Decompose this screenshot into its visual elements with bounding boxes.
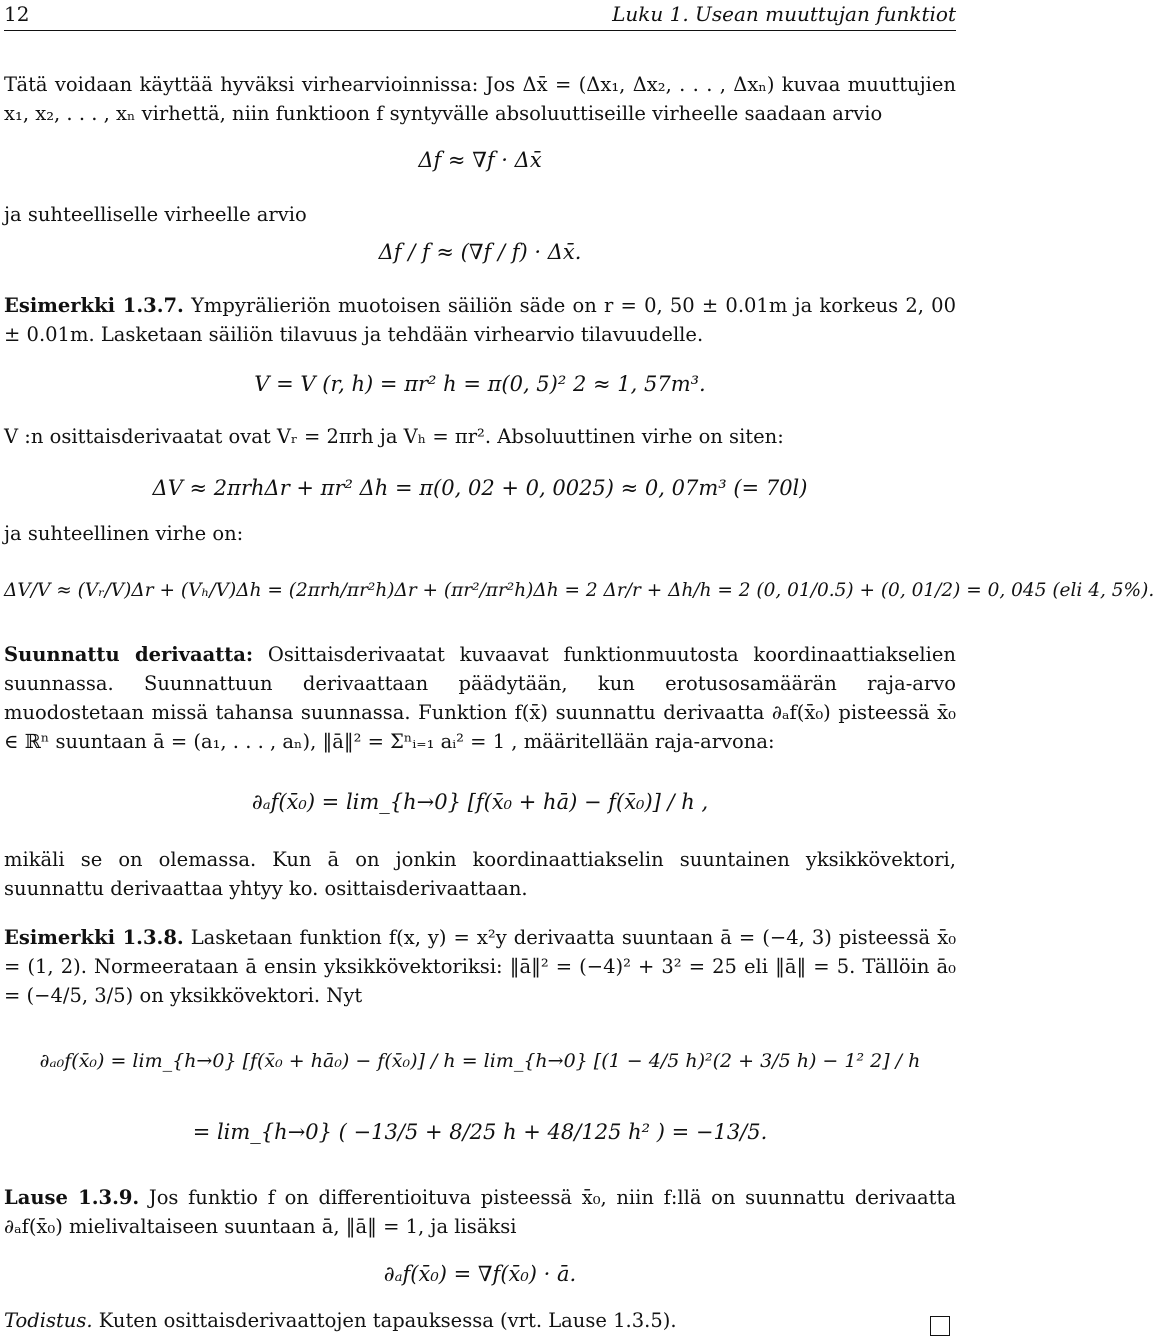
relative-volume-error-label: ja suhteellinen virhe on: [4,522,244,545]
example-label: Esimerkki 1.3.8. [4,926,184,949]
theorem-label: Lause 1.3.9. [4,1186,140,1209]
theorem-text: Jos funktio f on differentioituva pisteessä x̄₀, niin f:llä on suunnattu derivaatta ∂ₐf(x̄₀) mielivaltaiseen suuntaan ā, ‖ā‖ = 1, ja lisäksi [4,1186,956,1238]
proof [4,1306,956,1336]
paragraph-existence: mikäli se on olemassa. Kun ā on jonkin koordinaattiakselin suuntainen yksikkövektori, suunnattu derivaattaa yhtyy ko. osittaisderivaattaan. [4,848,956,900]
equation-volume: V = V (r, h) = πr² h = π(0, 5)² 2 ≈ 1, 57m³. [254,372,706,396]
theorem-1-3-9 [4,1183,956,1241]
equation-example-limit: ∂ₐ₀f(x̄₀) = lim_{h→0} [f(x̄₀ + hā₀) − f(x̄₀)] / h = lim_{h→0} [(1 − 4/5 h)²(2 + 3/5 h) − 1² 2] / h [39,1050,921,1072]
page-number: 12 [4,2,30,26]
equation-gradient-dot: ∂ₐf(x̄₀) = ∇f(x̄₀) · ā. [383,1262,577,1286]
qed-box-icon [930,1316,950,1336]
relative-error-label: ja suhteelliselle virheelle arvio [4,203,307,226]
equation-directional-derivative-limit: ∂ₐf(x̄₀) = lim_{h→0} [f(x̄₀ + hā) − f(x̄₀)] / h , [251,790,709,814]
example-1-3-7 [4,291,956,349]
proof-label: Todistus. [4,1309,93,1332]
definition-label: Suunnattu derivaatta: [4,643,254,666]
paragraph-partials: V :n osittaisderivaatat ovat Vᵣ = 2πrh ja Vₕ = πr². Absoluuttinen virhe on siten: [4,425,784,448]
running-header [4,0,956,26]
directional-derivative-definition [4,640,956,756]
definition-text: Osittaisderivaatat kuvaavat funktionmuutosta koordinaattiakselien suunnassa. Suunnattuun derivaattaan päädytään, kun erotusosamäärän raja-arvo muodostetaan missä tahansa suunnassa. Funktion f(x̄) suunnattu derivaatta ∂ₐf(x̄₀) pisteessä x̄₀ ∈ ℝⁿ suuntaan ā = (a₁, . . . , aₙ), ‖ā‖² = Σⁿᵢ₌₁ aᵢ² = 1 , määritellään raja-arvona: [4,643,956,753]
proof-text: Kuten osittaisderivaattojen tapauksessa (vrt. Lause 1.3.5). [98,1309,677,1332]
equation-relative-error: Δf / f ≈ (∇f / f) · Δx̄. [378,240,582,264]
chapter-title: Luku 1. Usean muuttujan funktiot [612,2,956,26]
example-1-3-8 [4,923,956,1010]
example-text: Ympyrälieriön muotoisen säiliön säde on r = 0, 50 ± 0.01m ja korkeus 2, 00 ± 0.01m. Lasketaan säiliön tilavuus ja tehdään virhearvio tilavuudelle. [4,294,956,346]
example-label: Esimerkki 1.3.7. [4,294,184,317]
example-text: Lasketaan funktion f(x, y) = x²y derivaatta suuntaan ā = (−4, 3) pisteessä x̄₀ = (1, 2). Normeerataan ā ensin yksikkövektoriksi: ‖ā‖² = (−4)² + 3² = 25 eli ‖ā‖ = 5. Tällöin ā₀ = (−4/5, 3/5) on yksikkövektori. Nyt [4,926,957,1007]
header-rule [4,30,956,31]
equation-relative-volume-error: ΔV/V ≈ (Vᵣ/V)Δr + (Vₕ/V)Δh = (2πrh/πr²h)Δr + (πr²/πr²h)Δh = 2 Δr/r + Δh/h = 2 (0, 01/0.5) + (0, 01/2) = 0, 045 (eli 4, 5%). [4,580,1154,601]
equation-absolute-error: Δf ≈ ∇f · Δx̄ [418,148,542,172]
paragraph-error-estimation: Tätä voidaan käyttää hyväksi virhearvioinnissa: Jos Δx̄ = (Δx₁, Δx₂, . . . , Δxₙ) kuvaa muuttujien x₁, x₂, . . . , xₙ virhettä, niin funktioon f syntyvälle absoluuttiseille virheelle saadaan arvio [4,73,956,125]
equation-absolute-volume-error: ΔV ≈ 2πrhΔr + πr² Δh = π(0, 02 + 0, 0025) ≈ 0, 07m³ (= 70l) [152,476,808,500]
equation-example-result: = lim_{h→0} ( −13/5 + 8/25 h + 48/125 h² ) = −13/5. [192,1120,768,1144]
